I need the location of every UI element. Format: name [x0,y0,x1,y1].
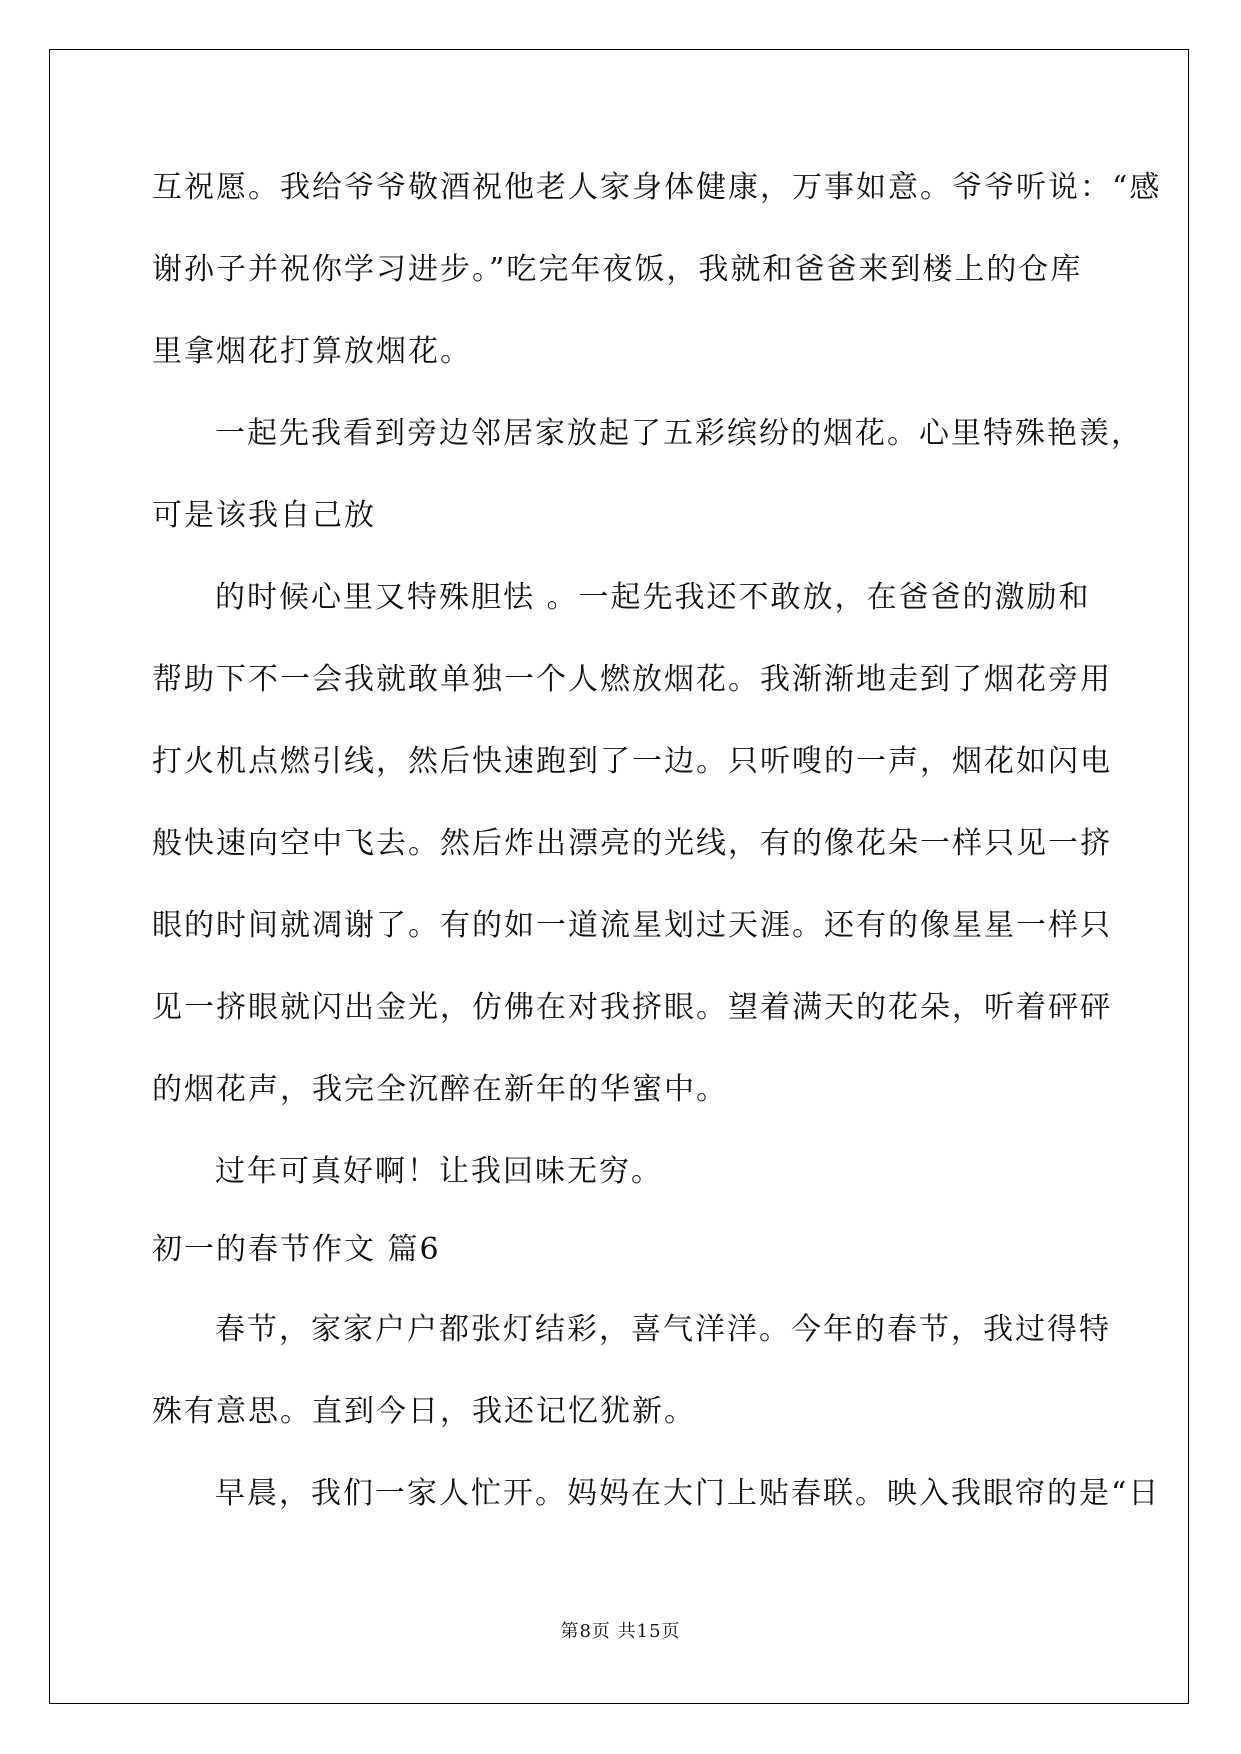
text-line: 般快速向空中飞去。然后炸出漂亮的光线，有的像花朵一样只见一挤 [152,826,1112,861]
text-line: 的时候心里又特殊胆怯 。一起先我还不敢放，在爸爸的激励和 [215,580,1091,615]
text-line: 见一挤眼就闪出金光，仿佛在对我挤眼。望着满天的花朵，听着砰砰 [152,990,1112,1025]
text-line: 的烟花声，我完全沉醉在新年的华蜜中。 [152,1072,728,1107]
text-line: 帮助下不一会我就敢单独一个人燃放烟花。我渐渐地走到了烟花旁用 [152,662,1112,697]
text-line: 春节，家家户户都张灯结彩，喜气洋洋。今年的春节，我过得特 [215,1312,1111,1347]
text-line: 里拿烟花打算放烟花。 [152,334,472,369]
text-line: 谢孙子并祝你学习进步。”吃完年夜饭，我就和爸爸来到楼上的仓库 [152,252,1083,287]
text-line: 一起先我看到旁边邻居家放起了五彩缤纷的烟花。心里特殊艳羡， [215,416,1143,451]
text-line: 殊有意思。直到今日，我还记忆犹新。 [152,1394,696,1429]
section-heading: 初一的春节作文 篇6 [152,1232,441,1267]
page-footer: 第8页 共15页 [560,1621,681,1642]
text-line: 互祝愿。我给爷爷敬酒祝他老人家身体健康，万事如意。爷爷听说：“感 [152,170,1162,205]
page-border [49,49,1189,1704]
text-line: 打火机点燃引线，然后快速跑到了一边。只听嗖的一声，烟花如闪电 [152,744,1112,779]
text-line: 早晨，我们一家人忙开。妈妈在大门上贴春联。映入我眼帘的是“日 [215,1476,1161,1511]
text-line: 过年可真好啊！让我回味无穷。 [215,1154,663,1189]
text-line: 可是该我自己放 [152,498,376,533]
text-line: 眼的时间就凋谢了。有的如一道流星划过天涯。还有的像星星一样只 [152,908,1112,943]
